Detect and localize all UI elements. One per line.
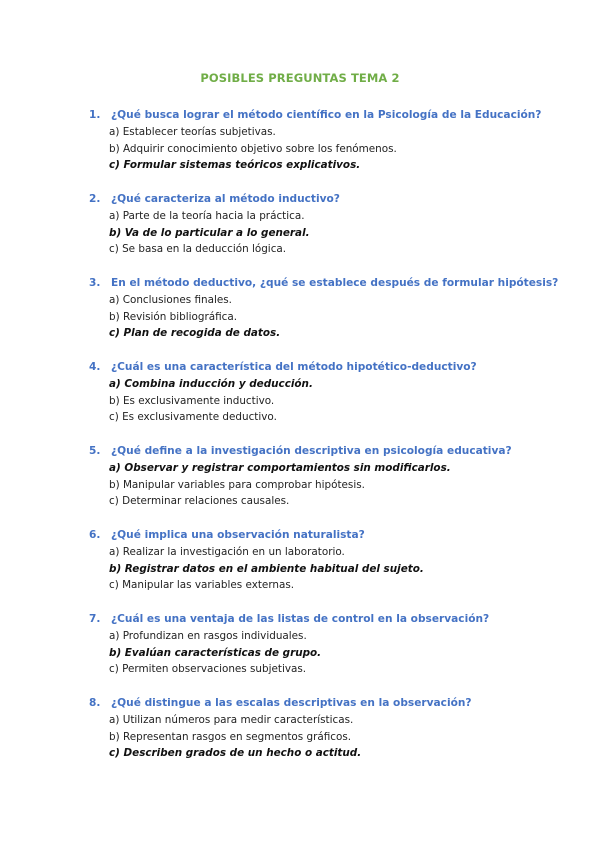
question-6 [89,527,569,611]
question-number: 8. [89,697,101,709]
question-heading [89,527,569,544]
option-a: a) Establecer teorías subjetivas. [109,126,276,138]
question-number: 4. [89,361,101,373]
option-c-correct: c) Plan de recogida de datos. [109,327,281,339]
option-c-correct: c) Describen grados de un hecho o actitud. [109,747,362,759]
option-b-correct: b) Evalúan características de grupo. [109,646,322,659]
option-c-correct: c) Formular sistemas teóricos explicativos. [109,159,361,171]
question-text: En el método deductivo, ¿qué se establece después de formular hipótesis? [111,277,559,289]
option-a: a) Conclusiones finales. [109,294,232,306]
question-7 [89,611,569,695]
option-c: c) Se basa en la deducción lógica. [109,243,287,255]
option-b: b) Manipular variables para comprobar hipótesis. [109,478,365,491]
question-text: ¿Qué distingue a las escalas descriptivas en la observación? [111,697,472,709]
question-heading [89,275,569,292]
question-2 [89,191,569,275]
question-text: ¿Qué implica una observación naturalista? [111,529,365,541]
option-a-correct: a) Combina inducción y deducción. [109,378,313,390]
question-3 [89,275,569,359]
question-number: 1. [89,109,101,121]
question-heading [89,359,569,376]
question-8 [89,695,569,779]
question-text: ¿Cuál es una ventaja de las listas de control en la observación? [111,613,490,625]
question-number: 6. [89,529,101,541]
question-heading [89,695,569,712]
question-number: 5. [89,445,101,457]
option-b: b) Adquirir conocimiento objetivo sobre los fenómenos. [109,142,397,155]
option-b: b) Es exclusivamente inductivo. [109,394,275,407]
option-a-correct: a) Observar y registrar comportamientos sin modificarlos. [109,462,451,474]
option-c: c) Manipular las variables externas. [109,579,295,591]
option-b: b) Revisión bibliográfica. [109,310,238,323]
question-text: ¿Qué busca lograr el método científico en la Psicología de la Educación? [111,109,542,121]
option-c: c) Permiten observaciones subjetivas. [109,663,307,675]
question-number: 3. [89,277,101,289]
document-title: POSIBLES PREGUNTAS TEMA 2 [200,71,400,85]
question-number: 7. [89,613,101,625]
option-b: b) Representan rasgos en segmentos gráficos. [109,730,352,743]
option-c: c) Determinar relaciones causales. [109,495,290,507]
question-text: ¿Qué caracteriza al método inductivo? [111,193,340,205]
question-list [89,107,569,779]
question-1 [89,107,569,191]
question-heading [89,107,569,124]
question-heading [89,611,569,628]
option-a: a) Realizar la investigación en un laboratorio. [109,546,345,558]
question-5 [89,443,569,527]
question-number: 2. [89,193,101,205]
question-heading [89,443,569,460]
option-a: a) Utilizan números para medir características. [109,714,354,726]
option-a: a) Parte de la teoría hacia la práctica. [109,210,305,222]
option-b-correct: b) Registrar datos en el ambiente habitual del sujeto. [109,562,424,575]
question-4 [89,359,569,443]
question-text: ¿Qué define a la investigación descriptiva en psicología educativa? [111,445,512,457]
option-b-correct: b) Va de lo particular a lo general. [109,226,310,239]
option-c: c) Es exclusivamente deductivo. [109,411,277,423]
question-heading [89,191,569,208]
question-text: ¿Cuál es una característica del método hipotético-deductivo? [111,361,477,373]
option-a: a) Profundizan en rasgos individuales. [109,630,307,642]
